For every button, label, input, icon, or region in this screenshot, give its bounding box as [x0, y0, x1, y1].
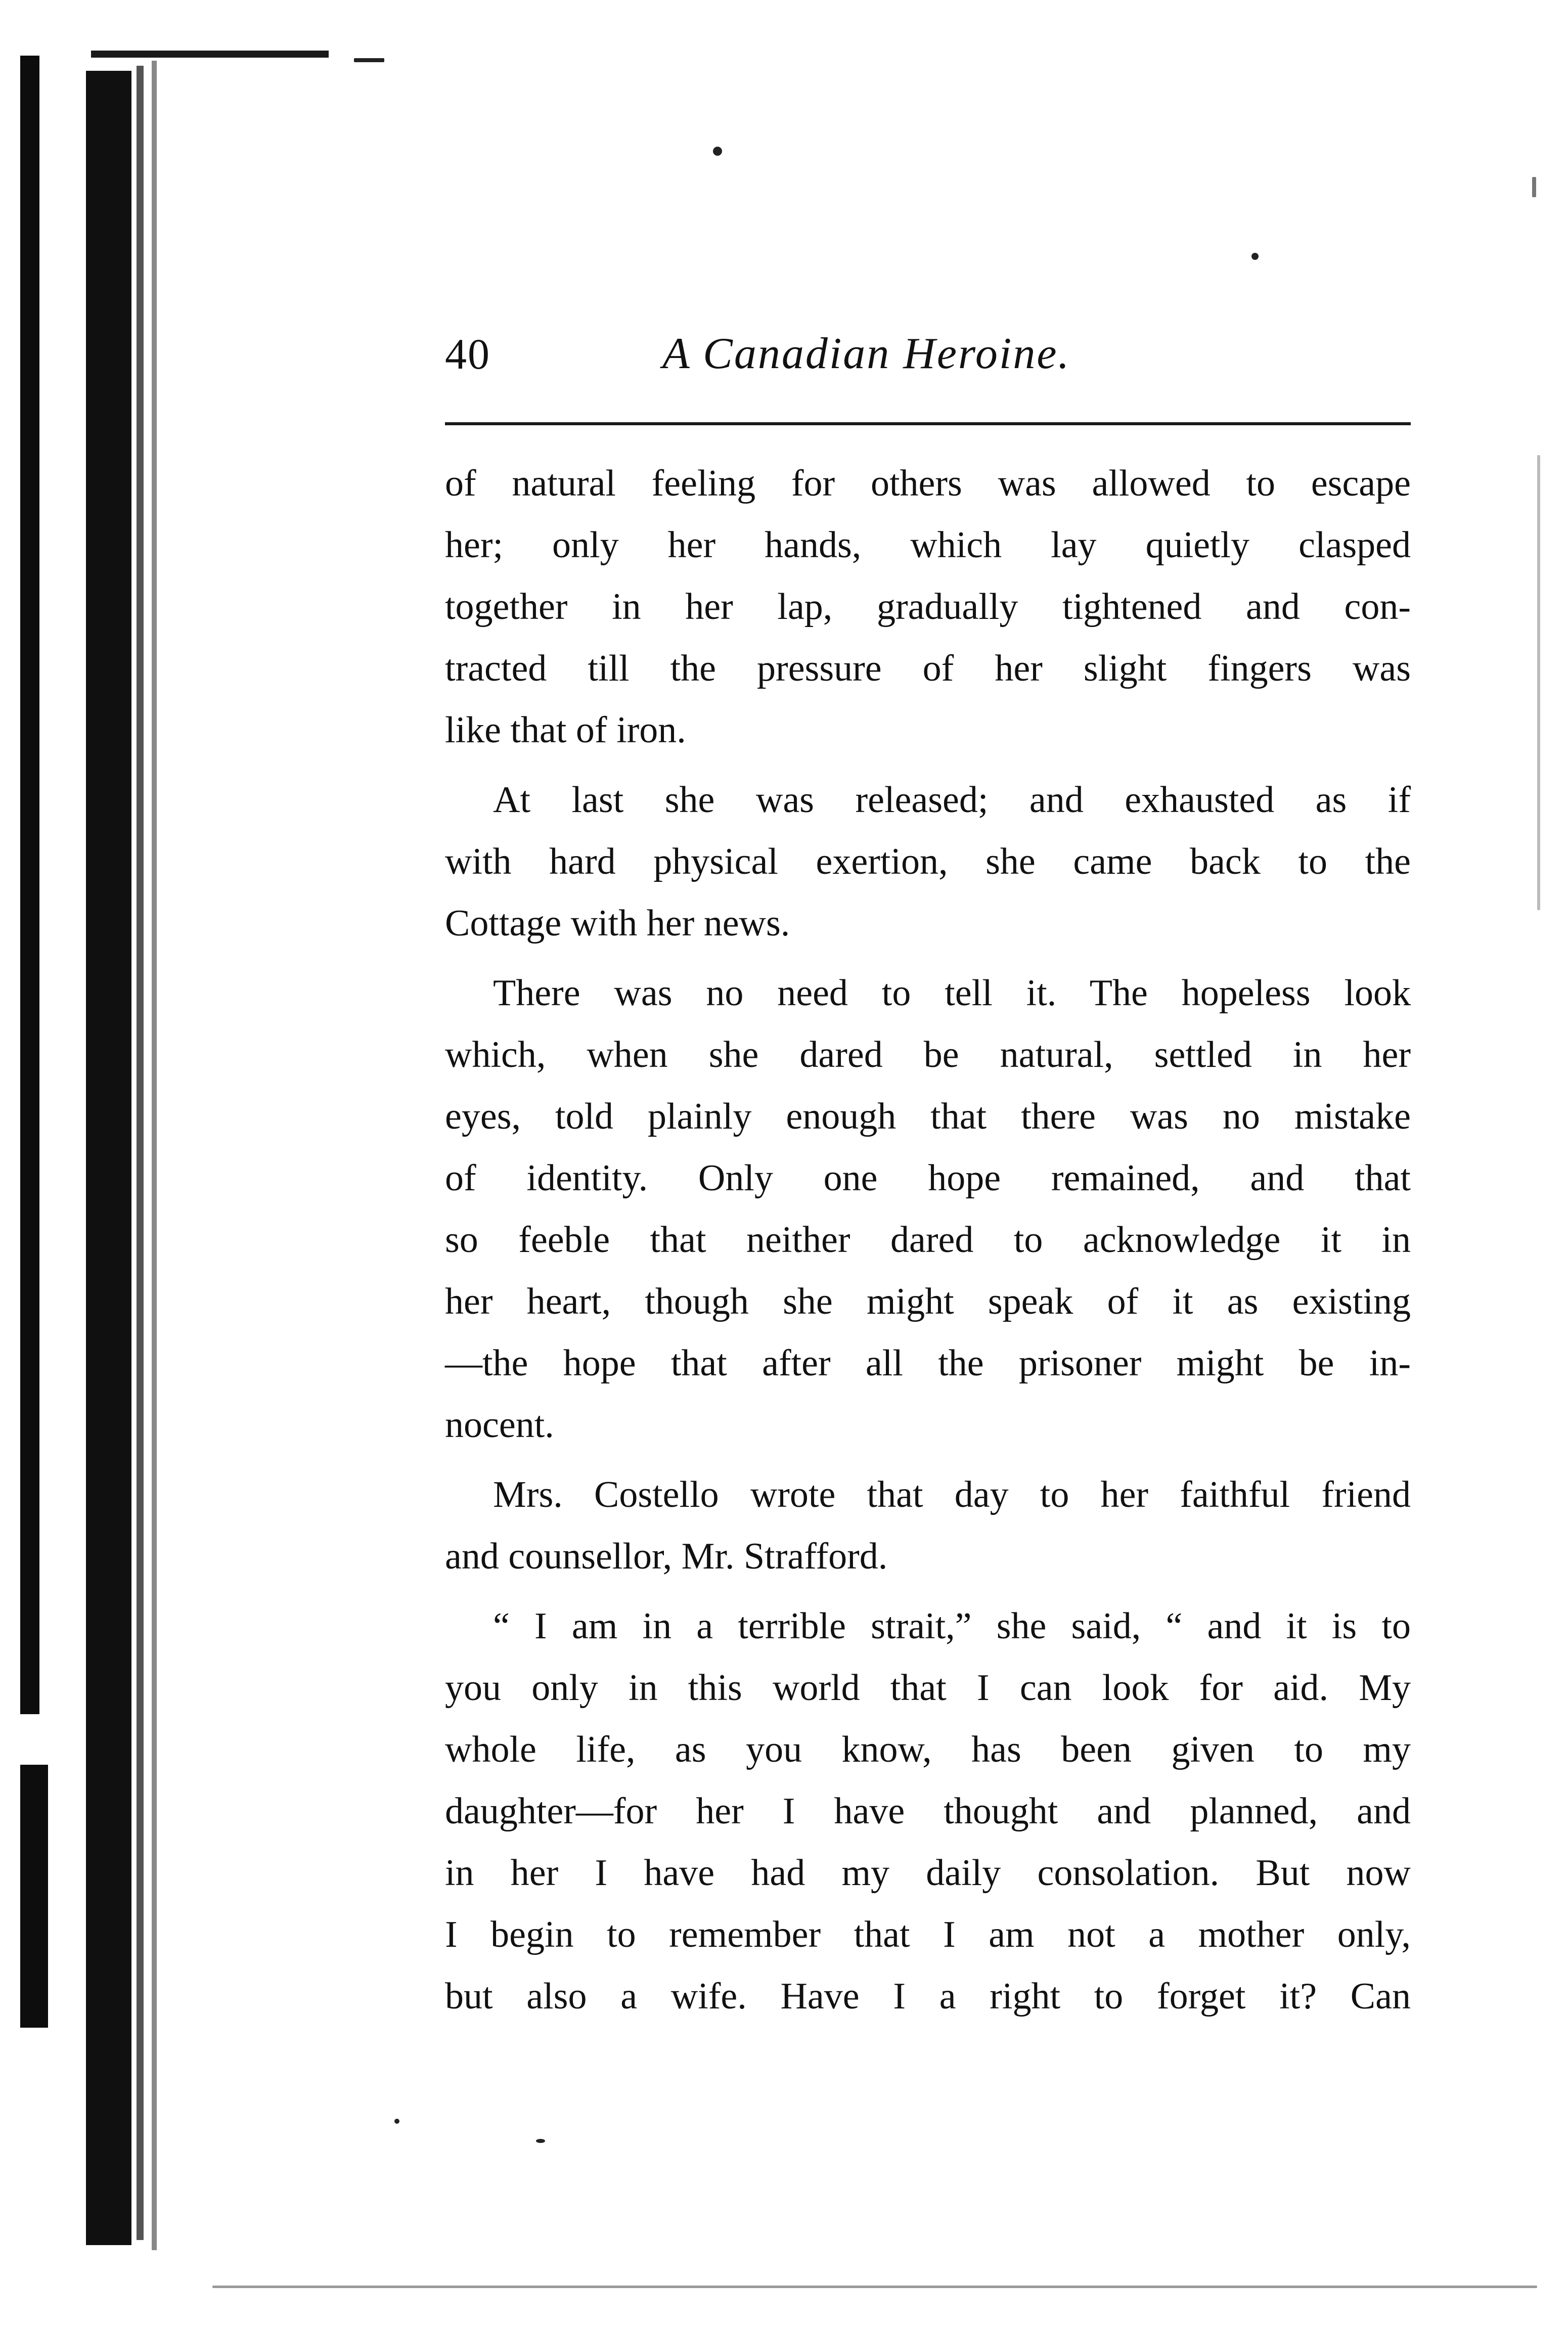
text-line: together in her lap, gradually tightened and con- [445, 586, 1411, 628]
text-line: Mrs. Costello wrote that day to her faithful friend [493, 1474, 1411, 1515]
scan-speck [1532, 177, 1536, 197]
text-line: —the hope that after all the prisoner might be in- [445, 1343, 1411, 1384]
scan-speck [394, 2119, 399, 2124]
paragraph [445, 962, 1411, 1456]
scan-speck [1251, 253, 1259, 260]
text-line: There was no need to tell it. The hopeless look [493, 972, 1411, 1014]
text-line: you only in this world that I can look for aid. My [445, 1667, 1411, 1709]
paragraph [445, 769, 1411, 954]
text-line: At last she was released; and exhausted as if [493, 779, 1411, 821]
scan-speck [1537, 455, 1540, 910]
text-line: her; only her hands, which lay quietly clasped [445, 524, 1411, 566]
text-line: nocent. [445, 1404, 554, 1446]
text-line: eyes, told plainly enough that there was no mistake [445, 1096, 1411, 1137]
text-line: but also a wife. Have I a right to forget it? Can [445, 1976, 1411, 2017]
text-line: like that of iron. [445, 709, 686, 751]
text-line: so feeble that neither dared to acknowledge it in [445, 1219, 1411, 1261]
running-header [445, 324, 1411, 384]
text-line: of identity. Only one hope remained, and that [445, 1157, 1411, 1199]
paragraph [445, 1595, 1411, 2027]
text-line: which, when she dared be natural, settled in her [445, 1034, 1411, 1076]
text-line: with hard physical exertion, she came back to the [445, 841, 1411, 882]
running-title: A Canadian Heroine. [662, 329, 1071, 378]
paragraph [445, 453, 1411, 761]
text-line: daughter—for her I have thought and planned, and [445, 1791, 1411, 1832]
scan-speck [536, 2139, 545, 2143]
text-line: and counsellor, Mr. Strafford. [445, 1536, 888, 1577]
paragraph [445, 1464, 1411, 1587]
text-line: tracted till the pressure of her slight fingers was [445, 648, 1411, 689]
text-line: I begin to remember that I am not a mother only, [445, 1914, 1411, 1955]
text-line: Cottage with her news. [445, 903, 790, 944]
text-line: whole life, as you know, has been given to my [445, 1729, 1411, 1770]
text-line: in her I have had my daily consolation. But now [445, 1852, 1411, 1894]
header-rule [445, 422, 1411, 425]
page-number: 40 [445, 330, 490, 378]
text-line: “ I am in a terrible strait,” she said, “ and it is to [493, 1605, 1411, 1647]
book-binding-shadow [20, 56, 121, 2245]
body-text [445, 453, 1411, 2027]
scan-speck [354, 58, 384, 62]
text-line: of natural feeling for others was allowed to escape [445, 463, 1411, 504]
scan-speck [212, 2286, 1537, 2288]
scan-speck [713, 147, 722, 156]
text-line: her heart, though she might speak of it as existing [445, 1281, 1411, 1322]
